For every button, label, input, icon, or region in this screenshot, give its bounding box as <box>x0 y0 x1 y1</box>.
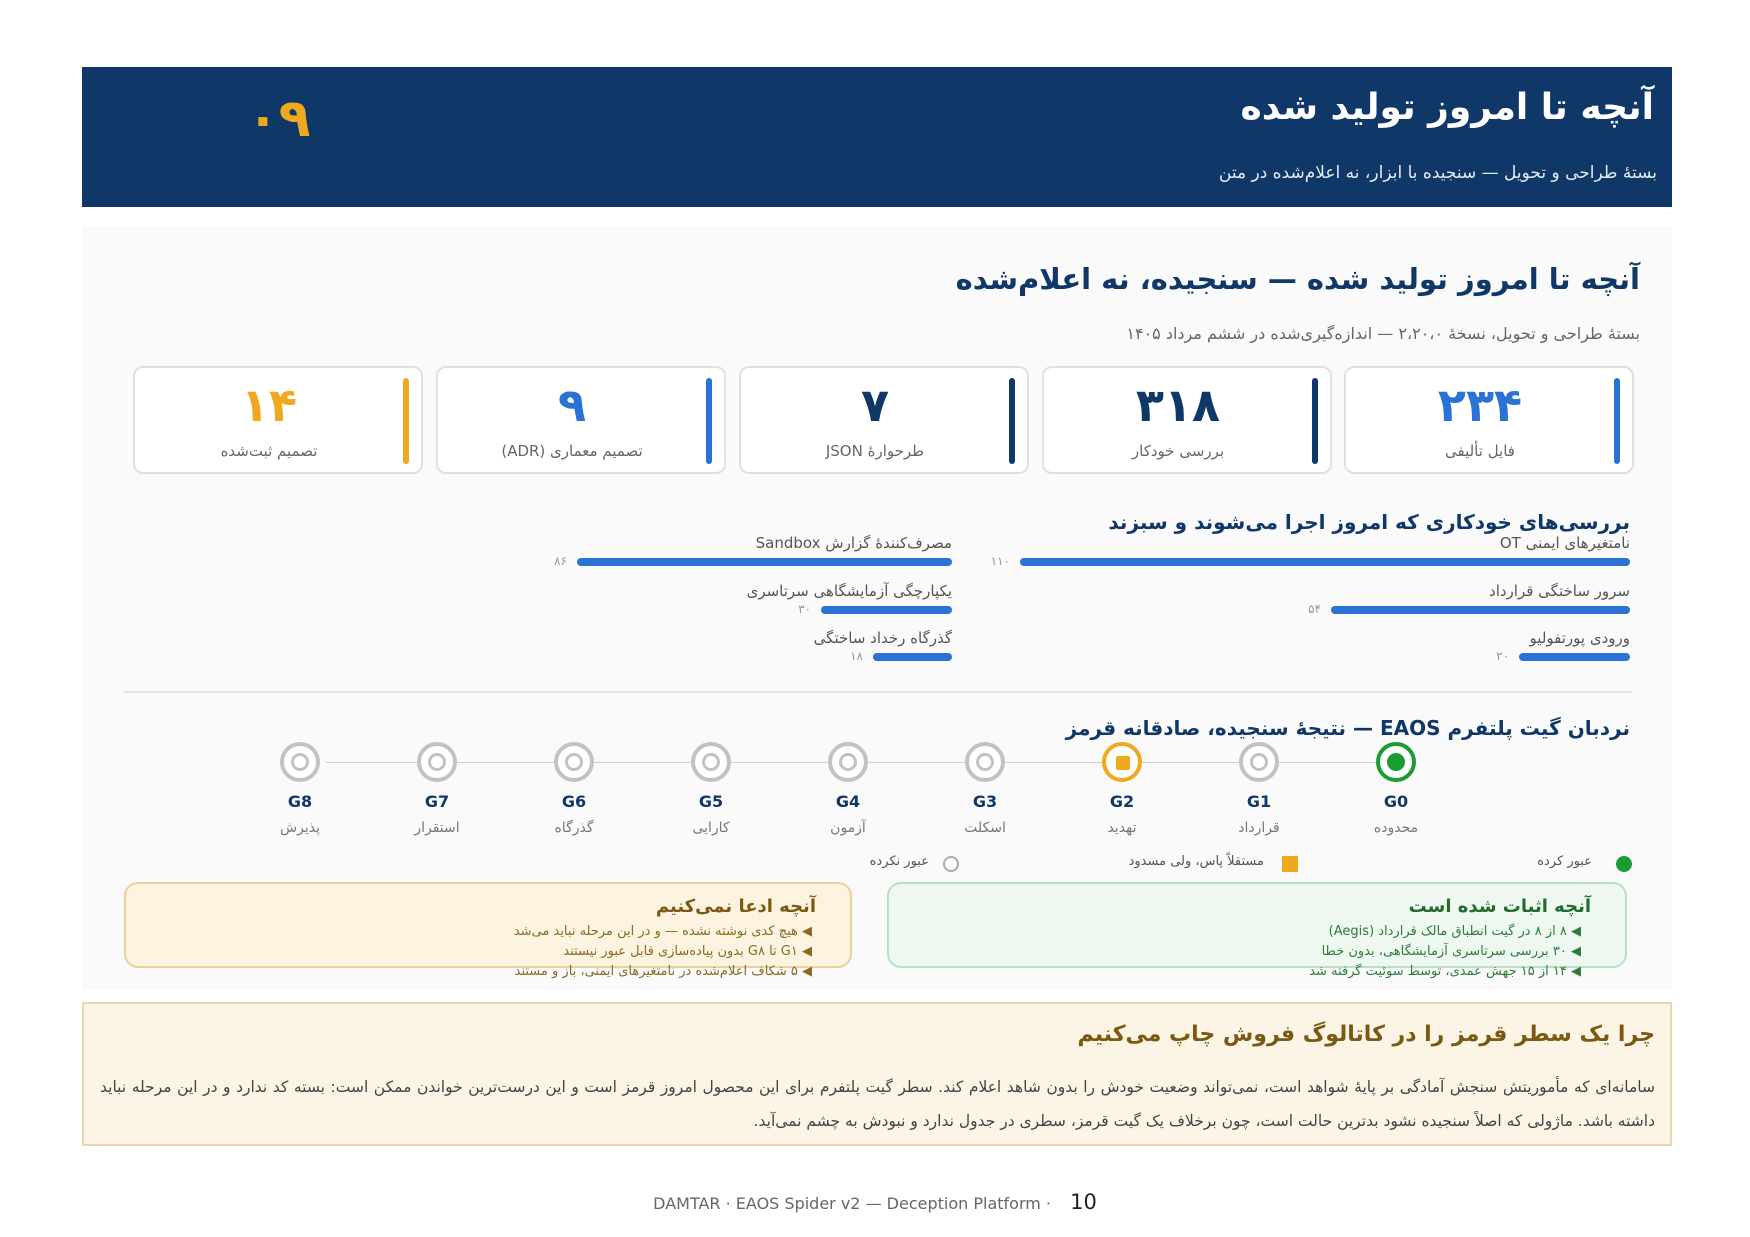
page-number: 10 <box>1070 1190 1097 1214</box>
gate-name: گذرگاه <box>554 820 594 836</box>
section-number: ۰۹ <box>247 89 311 149</box>
proven-item: ◀ ۱۴ از ۱۵ جهش عمدی، توسط سوئیت گرفته شد <box>1309 964 1581 979</box>
legend-pass-marker <box>1616 856 1632 872</box>
gate-marker <box>1102 742 1142 782</box>
gate-marker <box>1376 742 1416 782</box>
bar-label: مصرف‌کنندهٔ گزارش Sandbox <box>755 534 952 552</box>
gate-marker <box>554 742 594 782</box>
card-accent-bar <box>1009 378 1015 464</box>
infographic-figure <box>82 226 1672 990</box>
gate-marker-inner <box>1387 753 1405 771</box>
bar-label: یکپارچگی آزمایشگاهی سرتاسری <box>746 582 952 600</box>
note-title: چرا یک سطر قرمز را در کاتالوگ فروش چاپ می‌کنیم <box>1077 1022 1655 1047</box>
stat-label: فایل تألیفی <box>1445 442 1515 460</box>
gate-code: G6 <box>561 792 587 811</box>
bar <box>821 606 952 614</box>
stat-card-recorded-decisions <box>133 366 423 474</box>
card-accent-bar <box>403 378 409 464</box>
stat-label: تصمیم معماری (ADR) <box>501 442 643 460</box>
gate-marker <box>417 742 457 782</box>
gate-marker-inner <box>976 753 994 771</box>
note-body: سامانه‌ای که مأموریتش سنجش آمادگی بر پایهٔ شواهد است، نمی‌تواند وضعیت خودش را بدون شاهد اعلام کند. سطر گیت پلتفرم برای این محصول امروز قرمز است و این درست‌ترین خواندن ممکن است: بسته کد ندارد و در این مرحله نباید داشته باشد. ماژولی که اصلاً سنجیده نشود بدترین حالت است، چون برخلاف یک گیت قرمز، سطری در جدول ندارد و نبودش به چشم نمی‌آید. <box>100 1078 1655 1130</box>
legend-pass-label: عبور کرده <box>1537 854 1592 869</box>
gate-code: G1 <box>1246 792 1272 811</box>
stat-card-authored-files <box>1344 366 1634 474</box>
gate-marker-inner <box>702 753 720 771</box>
gate-code: G5 <box>698 792 724 811</box>
stat-value: ۳۱۸ <box>1135 378 1221 432</box>
gate-name: محدوده <box>1373 820 1419 836</box>
gate-marker-inner <box>428 753 446 771</box>
bar-value-label: ۲۰ <box>1496 649 1509 663</box>
gate-name: قرارداد <box>1238 820 1280 836</box>
gate-name: کارایی <box>692 820 730 836</box>
legend-blocked-label: مستقلاً پاس، ولی مسدود <box>1128 854 1264 869</box>
bar-value-label: ۸۶ <box>554 554 567 568</box>
stat-label: طرحوارهٔ JSON <box>825 442 925 460</box>
gate-ladder-title: نردبان گیت پلتفرم EAOS — نتیجهٔ سنجیده، صادقانه قرمز <box>1065 716 1630 740</box>
proven-item: ◀ ۸ از ۸ در گیت انطباق مالک قرارداد (Aegis) <box>1328 924 1581 939</box>
gate-marker-inner <box>1116 756 1130 770</box>
section-title: آنچه تا امروز تولید شده <box>1240 87 1654 128</box>
section-header <box>82 67 1672 207</box>
stat-value: ۹ <box>557 378 587 432</box>
figure-title: آنچه تا امروز تولید شده — سنجیده، نه اعلام‌شده <box>955 262 1640 296</box>
bar-label: سرور ساختگی قرارداد <box>1489 582 1630 600</box>
not-claimed-item: ◀ ۵ شکاف اعلام‌شده در نامتغیرهای ایمنی، باز و مستند <box>514 964 812 979</box>
stat-label: تصمیم ثبت‌شده <box>220 442 318 460</box>
gate-marker <box>1239 742 1279 782</box>
proven-item: ◀ ۳۰ بررسی سرتاسری آزمایشگاهی، بدون خطا <box>1321 944 1581 959</box>
footer-text: DAMTAR · EAOS Spider v2 — Deception Platform · <box>653 1194 1051 1213</box>
gate-marker <box>828 742 868 782</box>
proven-title: آنچه اثبات شده است <box>1408 896 1591 917</box>
bar-value-label: ۳۰ <box>798 602 811 616</box>
bar-label: ورودی پورتفولیو <box>1529 629 1630 647</box>
stat-card-automated-checks <box>1042 366 1332 474</box>
checks-chart-title: بررسی‌های خودکاری که امروز اجرا می‌شوند و سبزند <box>1108 510 1630 534</box>
stat-value: ۱۴ <box>240 378 298 432</box>
bar <box>577 558 952 566</box>
stat-label: بررسی خودکار <box>1131 442 1225 460</box>
gate-code: G7 <box>424 792 450 811</box>
divider <box>124 691 1632 693</box>
gate-code: G0 <box>1383 792 1409 811</box>
gate-name: آزمون <box>830 820 866 836</box>
gate-code: G2 <box>1109 792 1135 811</box>
page-footer <box>0 1190 1750 1214</box>
proven-box <box>887 882 1627 979</box>
gate-code: G4 <box>835 792 861 811</box>
card-accent-bar <box>1614 378 1620 464</box>
gate-marker-inner <box>839 753 857 771</box>
not-claimed-box <box>124 882 852 979</box>
callout-note <box>82 1002 1672 1146</box>
bar-value-label: ۱۸ <box>850 649 863 663</box>
bar-label: گذرگاه رخداد ساختگی <box>813 629 952 647</box>
gate-marker <box>965 742 1005 782</box>
card-accent-bar <box>1312 378 1318 464</box>
bar-label: نامتغیرهای ایمنی OT <box>1499 534 1630 552</box>
legend-open-marker <box>943 856 959 872</box>
figure-subtitle: بستهٔ طراحی و تحویل، نسخهٔ ۲،۲۰،۰ — اندازه‌گیری‌شده در ششم مرداد ۱۴۰۵ <box>1126 324 1640 343</box>
stat-value: ۷ <box>860 378 890 432</box>
gate-name: استقرار <box>414 820 460 836</box>
gate-name: اسکلت <box>964 820 1006 836</box>
legend-open-label: عبور نکرده <box>869 854 929 869</box>
not-claimed-title: آنچه ادعا نمی‌کنیم <box>655 896 816 917</box>
not-claimed-item: ◀ G۱ تا G۸ بدون پیاده‌سازی قابل عبور نیستند <box>563 944 812 959</box>
not-claimed-item: ◀ هیچ کدی نوشته نشده — و در این مرحله نباید می‌شد <box>513 924 812 939</box>
gate-marker-inner <box>565 753 583 771</box>
gate-name: پذیرش <box>280 820 320 836</box>
gate-marker-inner <box>291 753 309 771</box>
gate-marker <box>691 742 731 782</box>
bar-value-label: ۱۱۰ <box>990 554 1010 568</box>
stat-value: ۲۳۴ <box>1437 378 1523 432</box>
stat-card-adr <box>436 366 726 474</box>
bar-value-label: ۵۴ <box>1308 602 1321 616</box>
bar <box>1020 558 1630 566</box>
stat-card-json-schemas <box>739 366 1029 474</box>
card-accent-bar <box>706 378 712 464</box>
legend-blocked-marker <box>1282 856 1298 872</box>
gate-code: G8 <box>287 792 313 811</box>
gate-marker <box>280 742 320 782</box>
gate-marker-inner <box>1250 753 1268 771</box>
gate-name: تهدید <box>1107 820 1137 836</box>
bar <box>1519 653 1630 661</box>
bar <box>873 653 952 661</box>
bar <box>1331 606 1630 614</box>
gate-code: G3 <box>972 792 998 811</box>
section-subtitle: بستهٔ طراحی و تحویل — سنجیده با ابزار، نه اعلام‌شده در متن <box>1218 163 1657 183</box>
